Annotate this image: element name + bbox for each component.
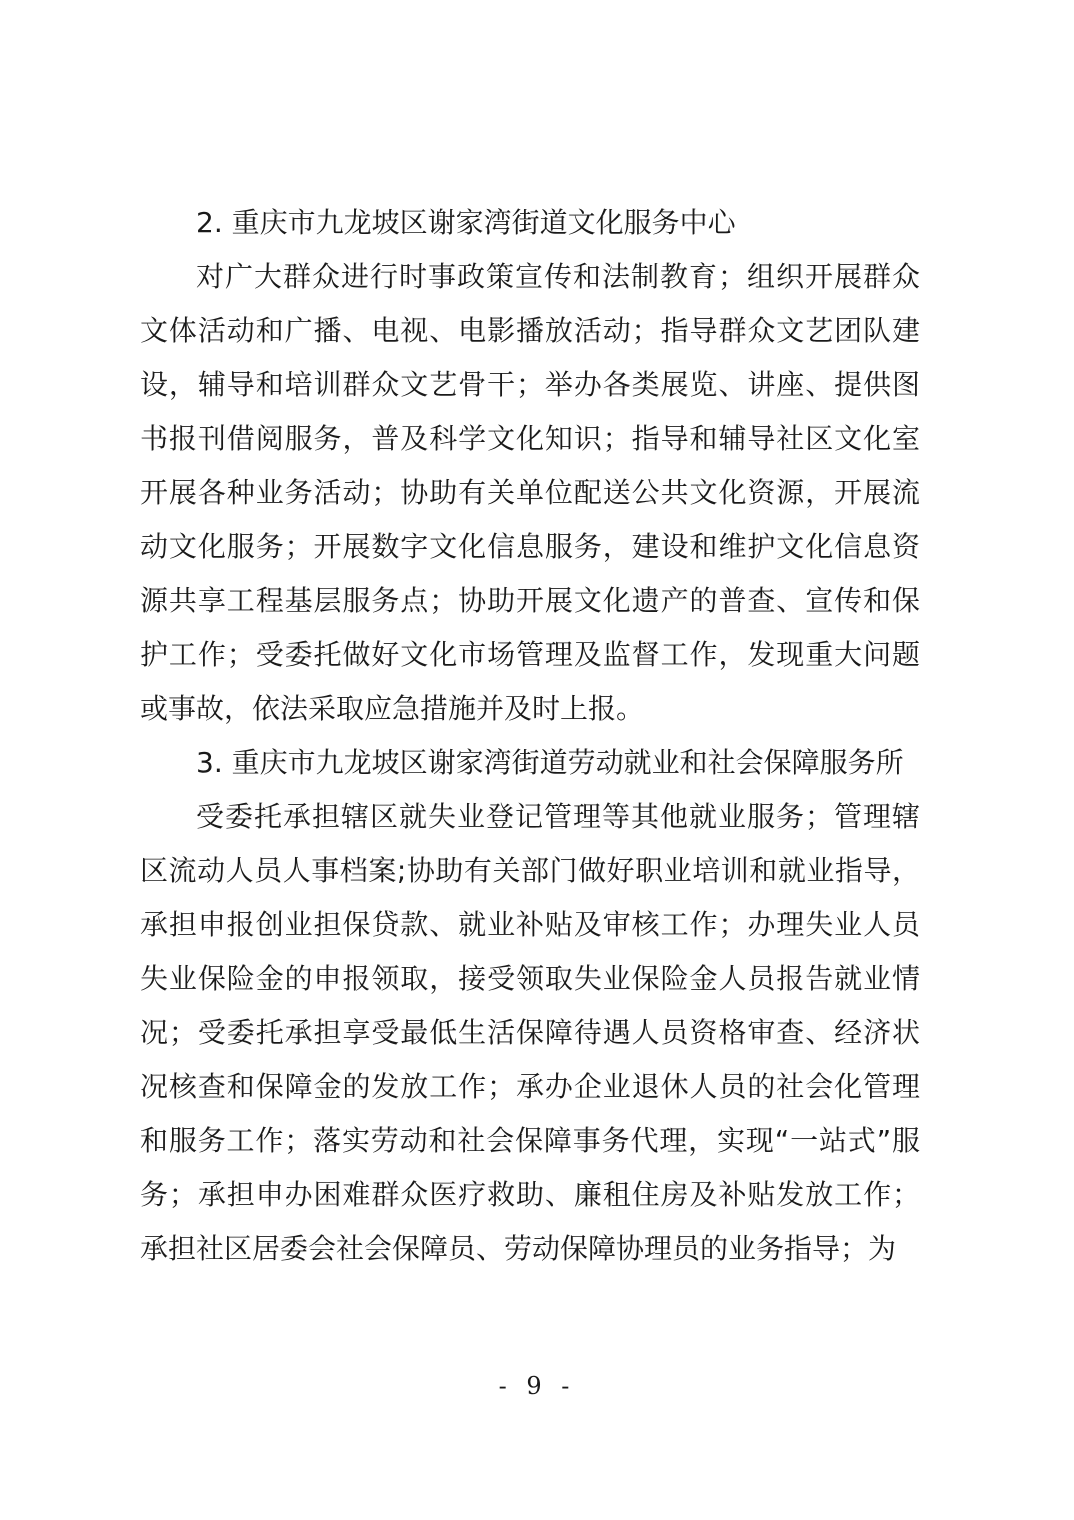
page-number: - 9 -	[498, 1372, 576, 1400]
document-content	[140, 196, 920, 1276]
section-heading-2: 2. 重庆市九龙坡区谢家湾街道文化服务中心	[196, 206, 736, 239]
section-body-2: 对广大群众进行时事政策宣传和法制教育；组织开展群众文体活动和广播、电视、电影播放活动；指导群众文艺团队建设，辅导和培训群众文艺骨干；举办各类展览、讲座、提供图书报刊借阅服务，普及科学文化知识；指导和辅导社区文化室开展各种业务活动；协助有关单位配送公共文化资源，开展流动文化服务；开展数字文化信息服务，建设和维护文化信息资源共享工程基层服务点；协助开展文化遗产的普查、宣传和保护工作；受委托做好文化市场管理及监督工作，发现重大问题或事故，依法采取应急措施并及时上报。	[140, 260, 920, 725]
section-heading-3: 3. 重庆市九龙坡区谢家湾街道劳动就业和社会保障服务所	[196, 746, 904, 779]
section-body-3: 受委托承担辖区就失业登记管理等其他就业服务；管理辖区流动人员人事档案;协助有关部门做好职业培训和就业指导，承担申报创业担保贷款、就业补贴及审核工作；办理失业人员失业保险金的申报领取，接受领取失业保险金人员报告就业情况；受委托承担享受最低生活保障待遇人员资格审查、经济状况核查和保障金的发放工作；承办企业退休人员的社会化管理和服务工作；落实劳动和社会保障事务代理，实现“一站式”服务；承担申办困难群众医疗救助、廉租住房及补贴发放工作；承担社区居委会社会保障员、劳动保障协理员的业务指导；为	[140, 800, 920, 1265]
